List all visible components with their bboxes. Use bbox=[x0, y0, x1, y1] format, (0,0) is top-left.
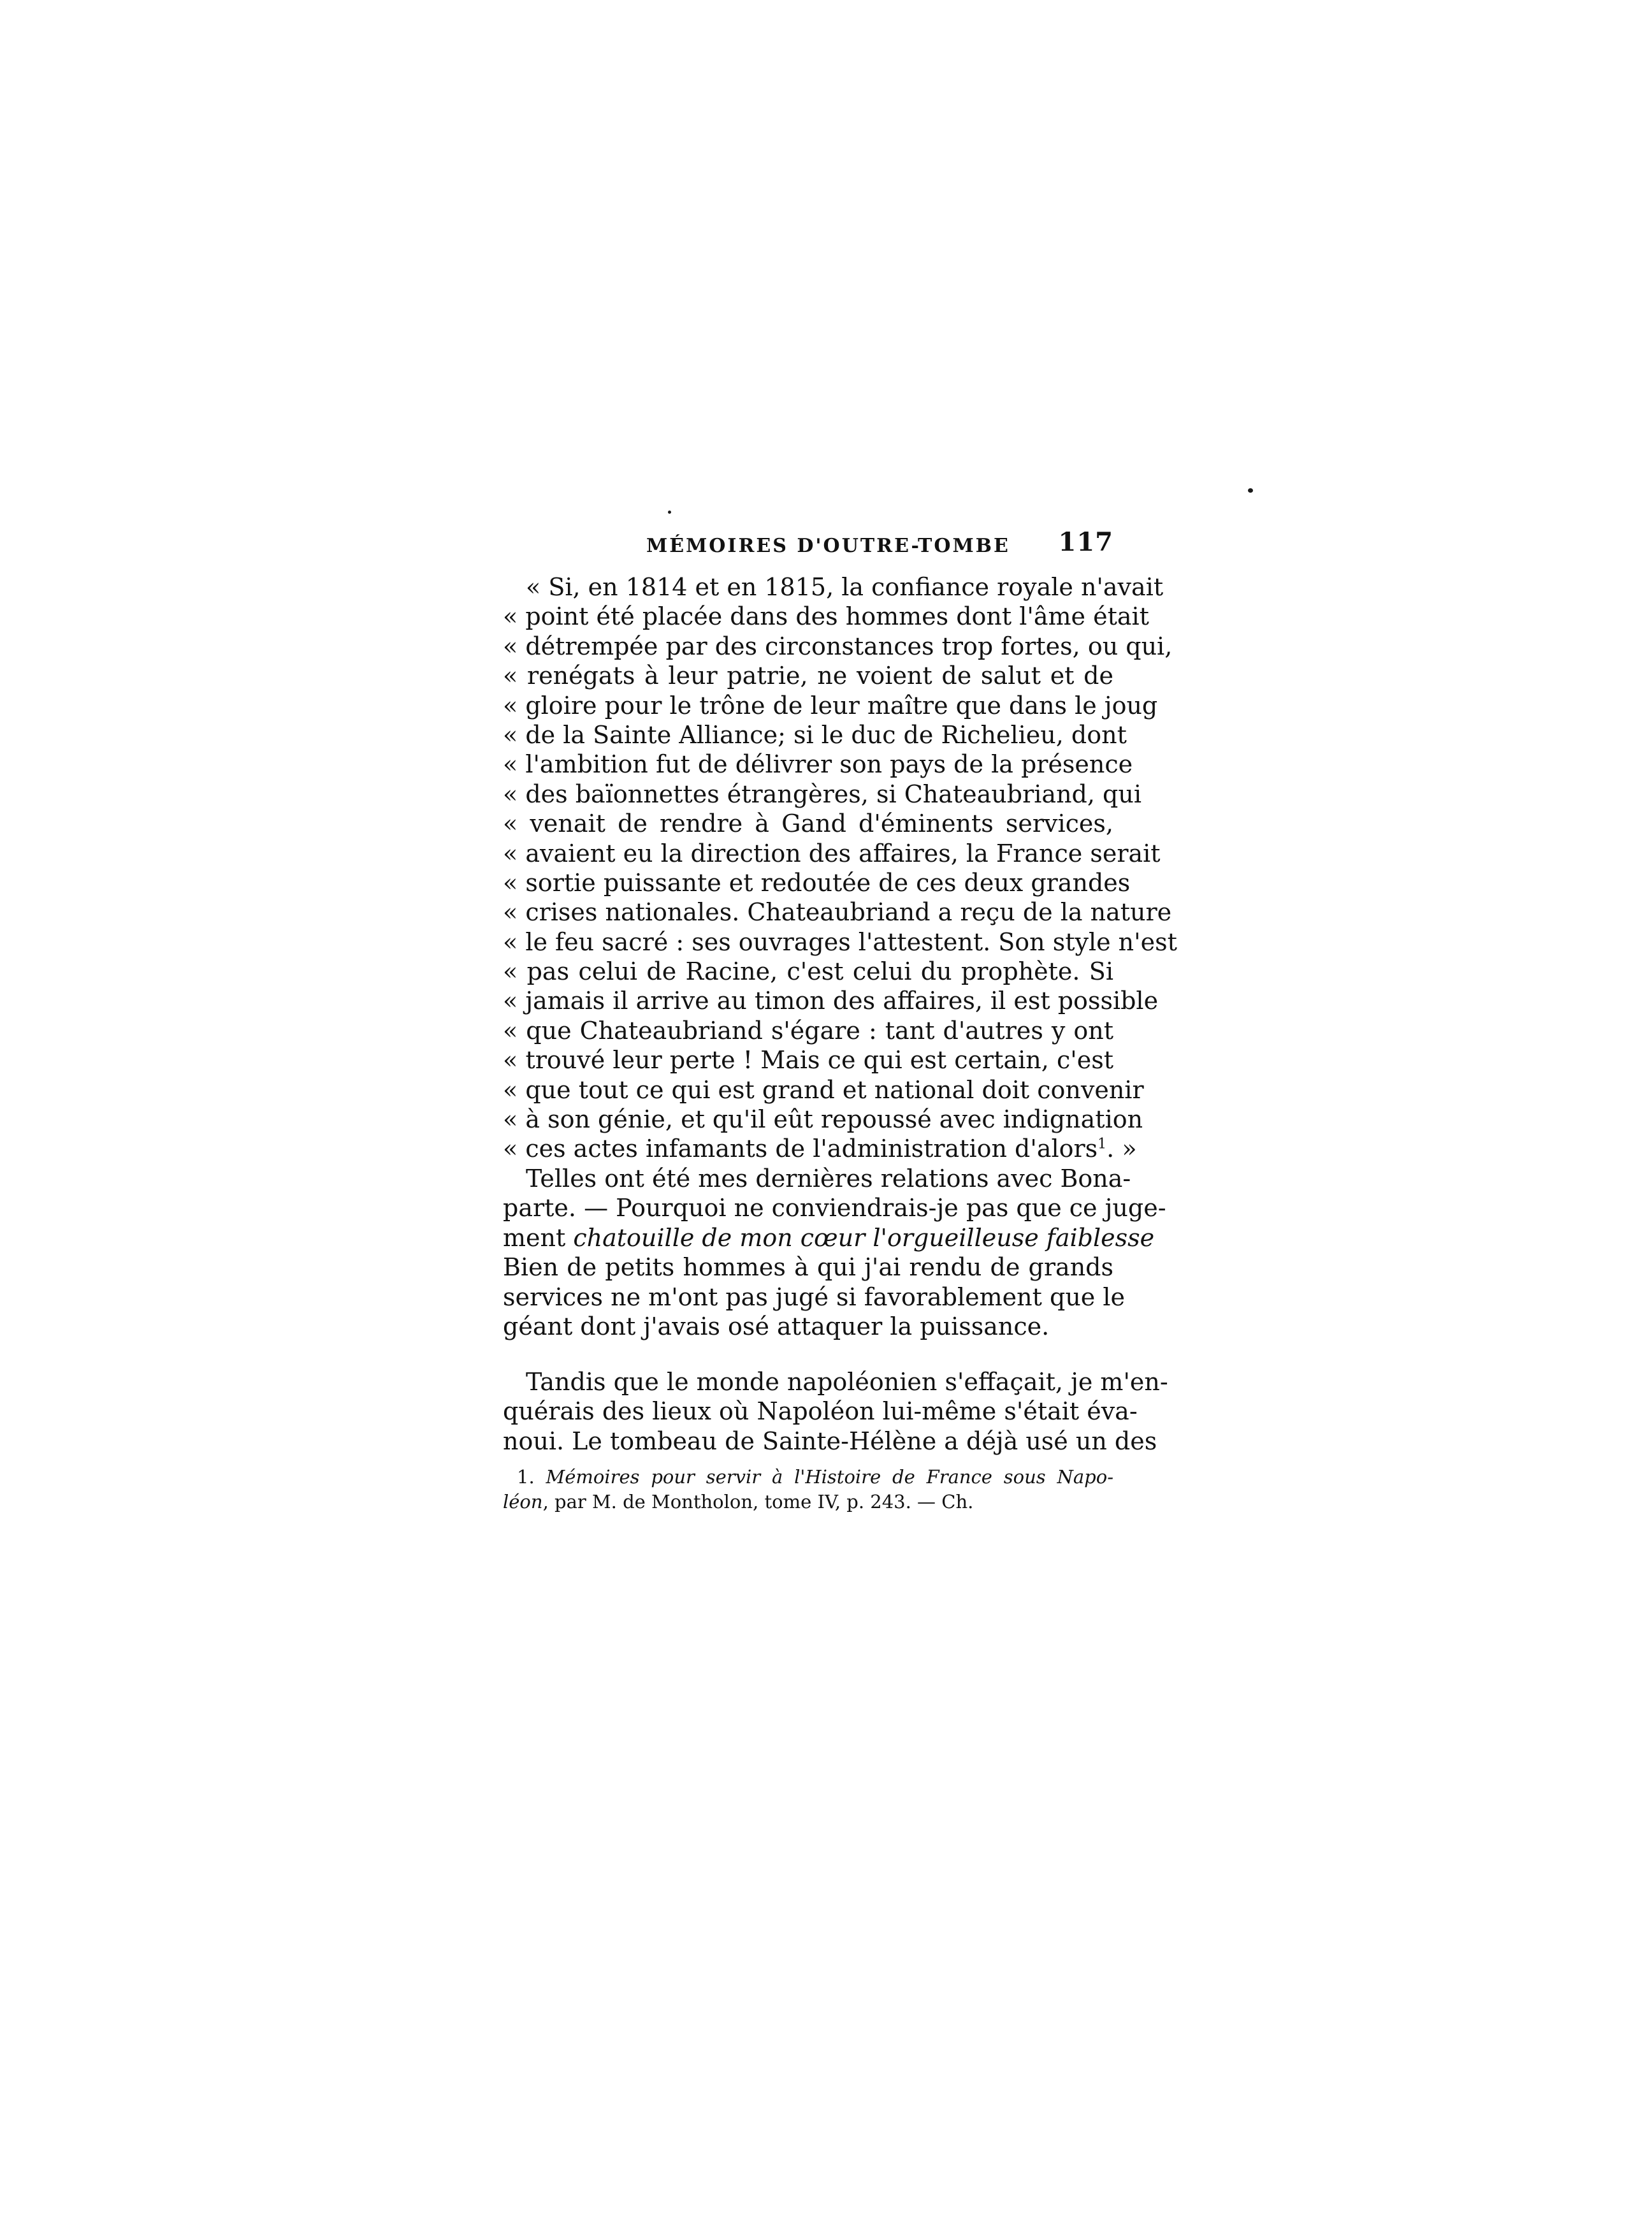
quotation-line bbox=[503, 986, 1159, 1015]
quotation-text: « jamais il arrive au timon des affaires, il est possible bbox=[503, 987, 1159, 1015]
footnote-line bbox=[503, 1465, 1113, 1490]
quotation-text: « à son génie, et qu'il eût repoussé avec indignation bbox=[503, 1105, 1143, 1134]
quotation-block bbox=[503, 572, 1177, 1164]
page-number: 117 bbox=[1058, 527, 1113, 557]
text-line: noui. Le tombeau de Sainte-Hélène a déjà usé un des bbox=[503, 1427, 1157, 1455]
print-speck bbox=[1248, 488, 1253, 493]
quotation-closing: . » bbox=[1106, 1135, 1137, 1163]
text-span: ment bbox=[503, 1223, 574, 1252]
quotation-text: « trouvé leur perte ! Mais ce qui est certain, c'est bbox=[503, 1046, 1113, 1075]
quotation-text: « détrempée par des circonstances trop fortes, ou qui, bbox=[503, 632, 1173, 660]
quotation-text: « le feu sacré : ses ouvrages l'attestent. Son style n'est bbox=[503, 927, 1177, 956]
quotation-line bbox=[503, 1105, 1143, 1134]
text-line bbox=[503, 1223, 1155, 1252]
text-line: géant dont j'avais osé attaquer la puissance. bbox=[503, 1312, 1050, 1340]
quotation-line bbox=[503, 780, 1141, 809]
quotation-text: « point été placée dans des hommes dont l'âme était bbox=[503, 602, 1149, 631]
paragraph-napoleonic-world bbox=[503, 1367, 1168, 1456]
quotation-text: « Si, en 1814 et en 1815, la confiance royale n'avait bbox=[526, 573, 1164, 601]
quotation-text: « crises nationales. Chateaubriand a reçu de la nature bbox=[503, 898, 1172, 927]
quotation-line bbox=[503, 1045, 1113, 1075]
quotation-text: « gloire pour le trône de leur maître que dans le joug bbox=[503, 691, 1158, 720]
text-line: parte. — Pourquoi ne conviendrais-je pas que ce juge- bbox=[503, 1194, 1166, 1223]
quotation-text: « des baïonnettes étrangères, si Chateaubriand, qui bbox=[503, 780, 1141, 808]
quotation-line bbox=[503, 572, 1164, 602]
quotation-line bbox=[503, 957, 1113, 986]
running-header bbox=[503, 526, 1113, 564]
footnote-citation: , par M. de Montholon, tome IV, p. 243. — Ch. bbox=[542, 1491, 974, 1513]
quotation-text: « que tout ce qui est grand et national doit convenir bbox=[503, 1075, 1144, 1104]
quotation-text: « ces actes infamants de l'administration d'alors bbox=[503, 1135, 1098, 1163]
footnote-line bbox=[503, 1490, 1113, 1514]
quotation-line bbox=[503, 1075, 1144, 1105]
text-line: Bien de petits hommes à qui j'ai rendu de grands bbox=[503, 1253, 1113, 1282]
quotation-line bbox=[503, 809, 1113, 838]
running-title: MÉMOIRES D'OUTRE-TOMBE bbox=[646, 535, 1010, 557]
footnote-book-title-end: léon bbox=[503, 1491, 543, 1513]
quotation-text: « venait de rendre à Gand d'éminents services, bbox=[503, 809, 1113, 838]
quotation-text: « sortie puissante et redoutée de ces deux grandes bbox=[503, 868, 1131, 897]
italic-quotation: chatouille de mon cœur l'orgueilleuse faiblesse bbox=[573, 1223, 1155, 1252]
paragraph-bonaparte-relations bbox=[503, 1164, 1166, 1341]
footnote bbox=[503, 1465, 1113, 1514]
quotation-line bbox=[503, 661, 1113, 690]
quotation-line bbox=[503, 897, 1172, 927]
footnote-number: 1. bbox=[517, 1466, 546, 1488]
footnote-book-title: Mémoires pour servir à l'Histoire de France sous Napo- bbox=[546, 1466, 1113, 1488]
footnote-reference: 1 bbox=[1098, 1136, 1107, 1152]
quotation-text: « que Chateaubriand s'égare : tant d'autres y ont bbox=[503, 1016, 1113, 1045]
quotation-text: « renégats à leur patrie, ne voient de salut et de bbox=[503, 662, 1113, 690]
quotation-text: « avaient eu la direction des affaires, la France serait bbox=[503, 839, 1161, 868]
quotation-line bbox=[503, 602, 1149, 631]
text-line: Telles ont été mes dernières relations avec Bona- bbox=[526, 1165, 1131, 1193]
quotation-text: « de la Sainte Alliance; si le duc de Richelieu, dont bbox=[503, 720, 1127, 749]
text-line: Tandis que le monde napoléonien s'effaçait, je m'en- bbox=[526, 1368, 1168, 1396]
quotation-line bbox=[503, 868, 1131, 897]
quotation-line bbox=[503, 691, 1158, 720]
quotation-line bbox=[503, 927, 1177, 957]
quotation-text: « l'ambition fut de délivrer son pays de la présence bbox=[503, 750, 1133, 779]
quotation-line bbox=[503, 750, 1133, 779]
print-speck bbox=[668, 511, 671, 514]
text-line: quérais des lieux où Napoléon lui-même s'était éva- bbox=[503, 1397, 1138, 1426]
quotation-line bbox=[503, 720, 1127, 750]
text-line: services ne m'ont pas jugé si favorablement que le bbox=[503, 1282, 1125, 1311]
quotation-line bbox=[503, 632, 1173, 661]
quotation-text: « pas celui de Racine, c'est celui du prophète. Si bbox=[503, 957, 1113, 986]
quotation-line bbox=[503, 1134, 1137, 1163]
quotation-line bbox=[503, 839, 1161, 868]
quotation-line bbox=[503, 1016, 1113, 1045]
